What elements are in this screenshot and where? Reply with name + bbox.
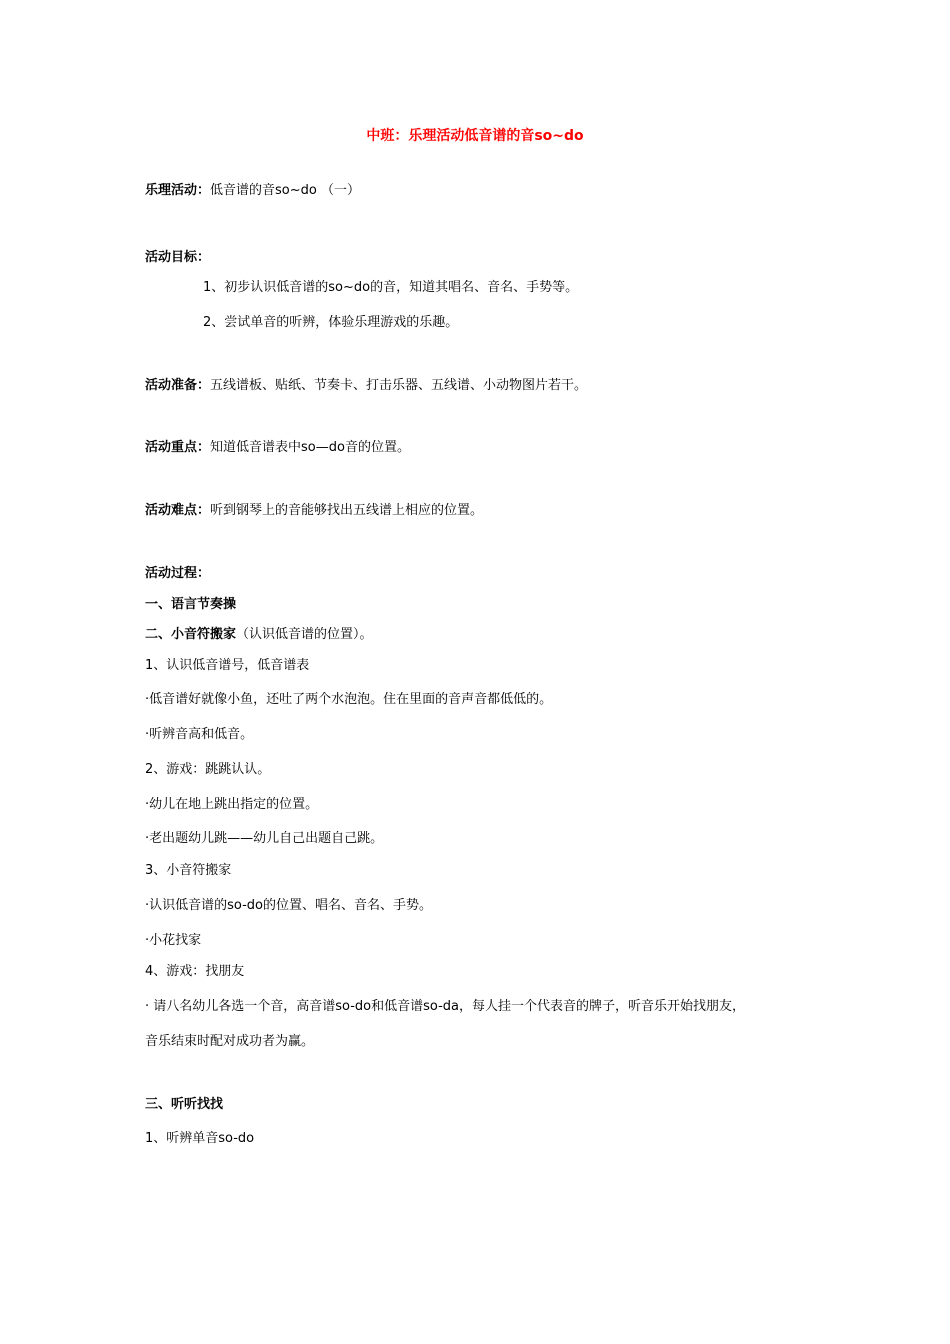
activity-value: 低音谱的音so~do （一） (210, 183, 360, 198)
key-label: 活动重点： (145, 440, 211, 455)
goal-item: 2、尝试单音的听辨，体验乐理游戏的乐趣。 (203, 315, 459, 330)
process-line: 2、游戏：跳跳认认。 (145, 762, 271, 777)
process-line: ·小花找家 (145, 933, 202, 948)
difficulty-line (145, 502, 483, 520)
prep-line (145, 377, 587, 395)
section-heading: 一、语言节奏操 (145, 597, 237, 612)
key-value: 知道低音谱表中so—do音的位置。 (210, 440, 410, 455)
activity-label: 乐理活动： (145, 183, 211, 198)
process-heading: 活动过程： (145, 566, 211, 581)
difficulty-value: 听到钢琴上的音能够找出五线谱上相应的位置。 (210, 503, 484, 518)
process-line: ·幼儿在地上跳出指定的位置。 (145, 797, 319, 812)
process-line: · 请八名幼儿各选一个音，高音谱so-do和低音谱so-da，每人挂一个代表音的牌子，听音乐开始找朋友， (145, 999, 746, 1014)
prep-label: 活动准备： (145, 378, 211, 393)
document-title: 中班：乐理活动低音谱的音so~do (366, 128, 584, 144)
process-line: 4、游戏：找朋友 (145, 964, 245, 979)
process-line: ·低音谱好就像小鱼，还吐了两个水泡泡。住在里面的音声音都低低的。 (145, 692, 553, 707)
difficulty-label: 活动难点： (145, 503, 211, 518)
goals-heading: 活动目标： (145, 250, 211, 265)
prep-value: 五线谱板、贴纸、节奏卡、打击乐器、五线谱、小动物图片若干。 (210, 378, 588, 393)
section2-note: （认识低音谱的位置）。 (236, 627, 373, 642)
section2-title: 二、小音符搬家 (145, 627, 237, 642)
goal-item: 1、初步认识低音谱的so~do的音，知道其唱名、音名、手势等。 (203, 280, 579, 295)
activity-line (145, 182, 360, 200)
process-line: ·听辨音高和低音。 (145, 727, 254, 742)
process-line: ·认识低音谱的so-do的位置、唱名、音名、手势。 (145, 898, 432, 913)
process-line: 1、听辨单音so-do (145, 1131, 255, 1146)
process-line: 1、认识低音谱号，低音谱表 (145, 658, 310, 673)
process-line: 3、小音符搬家 (145, 863, 232, 878)
section-heading-2 (145, 626, 373, 644)
section-heading-3: 三、听听找找 (145, 1097, 224, 1112)
process-line: 音乐结束时配对成功者为赢。 (145, 1034, 315, 1049)
process-line: ·老出题幼儿跳——幼儿自己出题自己跳。 (145, 831, 384, 846)
key-line (145, 439, 410, 457)
